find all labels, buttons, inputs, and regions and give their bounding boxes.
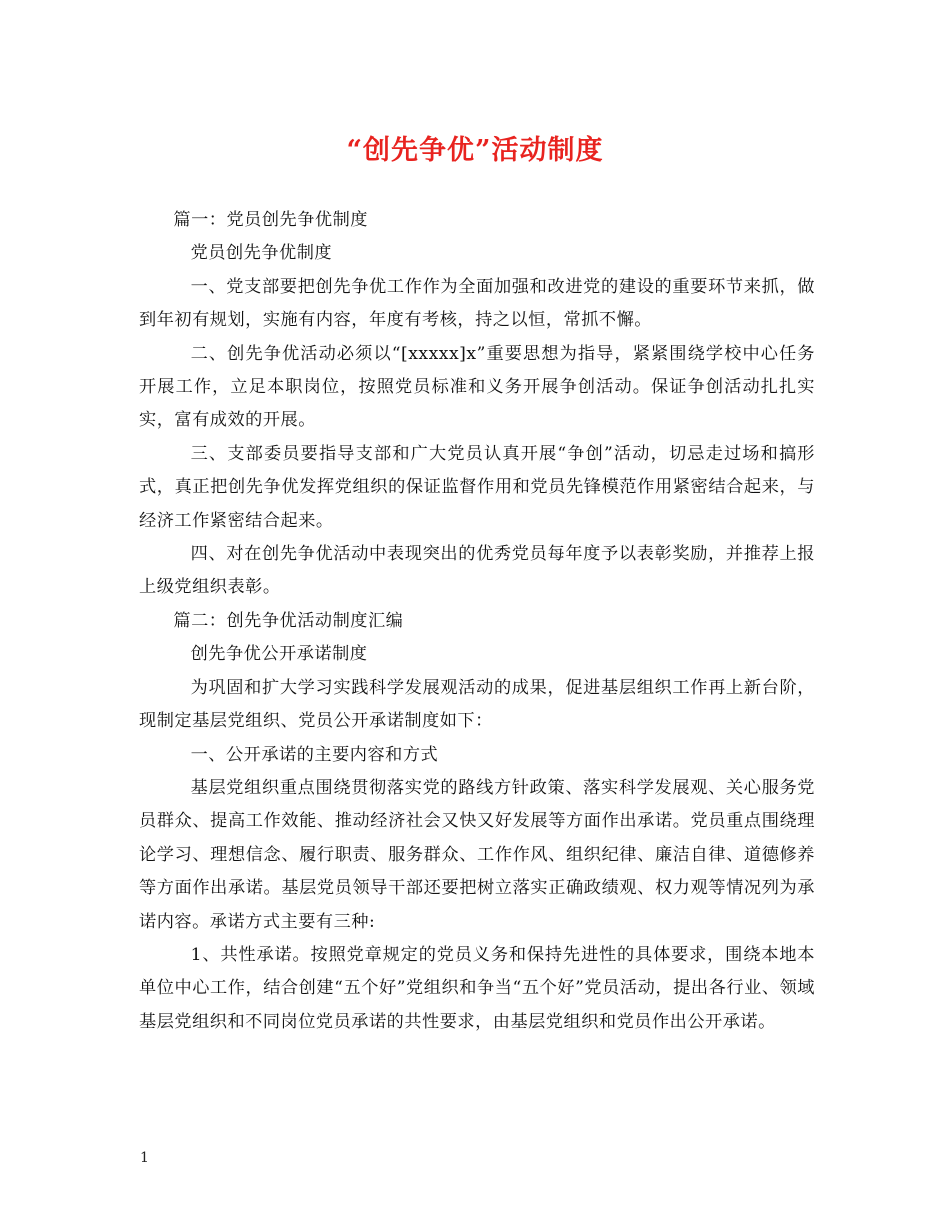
- paragraph: 基层党组织重点围绕贯彻落实党的路线方针政策、落实科学发展观、关心服务党员群众、提高工作效能、推动经济社会又快又好发展等方面作出承诺。党员重点围绕理论学习、理想信念、履行职责、服务群众、工作作风、组织纪律、廉洁自律、道德修养等方面作出承诺。基层党员领导干部还要把树立落实正确政绩观、权力观等情况列为承诺内容。承诺方式主要有三种:: [139, 777, 815, 932]
- paragraph: 二、创先争优活动必须以“[xxxxx]x”重要思想为指导，紧紧围绕学校中心任务开展工作，立足本职岗位，按照党员标准和义务开展争创活动。保证争创活动扎扎实实，富有成效的开展。: [139, 343, 815, 431]
- paragraph: 为巩固和扩大学习实践科学发展观活动的成果，促进基层组织工作再上新台阶，现制定基层党组织、党员公开承诺制度如下：: [139, 677, 815, 732]
- paragraph: 一、公开承诺的主要内容和方式: [190, 744, 439, 765]
- document-body: [139, 204, 815, 1039]
- document-title: “创先争优”活动制度: [346, 135, 604, 166]
- paragraph: 四、对在创先争优活动中表现突出的优秀党员每年度予以表彰奖励，并推荐上报上级党组织表彰。: [139, 544, 815, 598]
- subsection-heading: 党员创先争优制度: [190, 243, 333, 264]
- section-heading: 篇二：创先争优活动制度汇编: [173, 610, 404, 631]
- section-heading: 篇一：党员创先争优制度: [173, 210, 368, 230]
- subsection-heading: 创先争优公开承诺制度: [190, 644, 368, 665]
- paragraph: 一、党支部要把创先争优工作作为全面加强和改进党的建设的重要环节来抓，做到年初有规划，实施有内容，年度有考核，持之以恒，常抓不懈。: [139, 276, 815, 331]
- page-number: 1: [140, 1150, 149, 1166]
- paragraph: 1、共性承诺。按照党章规定的党员义务和保持先进性的具体要求，围绕本地本单位中心工作，结合创建“五个好”党组织和争当“五个好”党员活动，提出各行业、领域基层党组织和不同岗位党员承诺的共性要求，由基层党组织和党员作出公开承诺。: [139, 944, 815, 1032]
- paragraph: 三、支部委员要指导支部和广大党员认真开展“争创”活动，切忌走过场和搞形式，真正把创先争优发挥党组织的保证监督作用和党员先锋模范作用紧密结合起来，与经济工作紧密结合起来。: [139, 443, 815, 531]
